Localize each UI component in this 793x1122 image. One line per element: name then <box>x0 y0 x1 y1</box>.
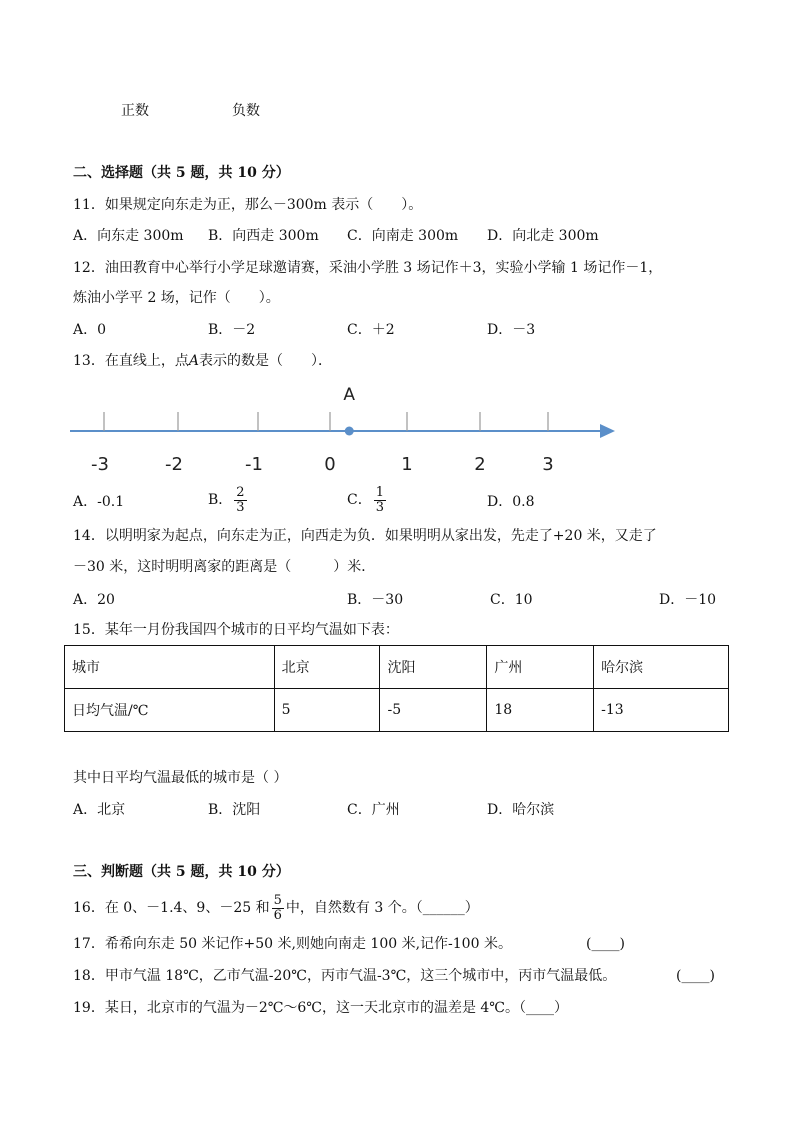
q16-fraction <box>272 894 284 923</box>
q16-prefix: 16．在 0、－1.4、9、－25 和 <box>73 900 270 916</box>
question-12-stem-line1: 12．油田教育中心举行小学足球邀请赛，采油小学胜 3 场记作＋3，实验小学输 1 场记作－1， <box>73 260 663 276</box>
q13-option-c-prefix: C． <box>347 492 372 508</box>
question-15-question: 其中日平均气温最低的城市是（ ） <box>73 770 288 786</box>
q15-option-b: B．沈阳 <box>208 802 261 818</box>
q16-suffix: 中，自然数有 3 个。（______） <box>285 900 479 916</box>
table-cell: -13 <box>594 689 729 732</box>
temperature-table <box>64 645 729 732</box>
number-line-tick-label: 3 <box>542 454 554 475</box>
question-15-stem: 15．某年一月份我国四个城市的日平均气温如下表： <box>73 622 399 638</box>
question-16 <box>73 888 479 928</box>
fraction-denominator: 3 <box>236 499 245 515</box>
table-cell: 城市 <box>65 646 275 689</box>
q14-option-c: C．10 <box>490 592 533 608</box>
q11-option-c: C．向南走 300m <box>347 228 459 244</box>
q13-option-a: A．-0.1 <box>73 494 125 510</box>
number-line-tick-label: 1 <box>401 454 413 475</box>
section-2-heading: 二、选择题（共 5 题，共 10 分） <box>73 165 290 181</box>
section-3-heading: 三、判断题（共 5 题，共 10 分） <box>73 864 290 880</box>
label-positive-numbers: 正数 <box>121 103 149 119</box>
question-12-stem-line2: 炼油小学平 2 场，记作（ ）。 <box>73 290 280 306</box>
number-line-arrow <box>600 424 615 438</box>
table-row <box>65 689 729 732</box>
table-cell: 日均气温/℃ <box>65 689 275 732</box>
label-negative-numbers: 负数 <box>232 103 260 119</box>
table-cell: 沈阳 <box>380 646 487 689</box>
q13-option-d: D．0.8 <box>487 494 535 510</box>
question-13-stem <box>73 351 332 371</box>
table-header-row <box>65 646 729 689</box>
fraction-numerator: 1 <box>375 484 384 500</box>
fraction-numerator: 5 <box>273 892 282 908</box>
fraction-denominator: 6 <box>273 907 282 923</box>
q12-option-b: B．－2 <box>208 322 256 338</box>
q13-stem-suffix: 表示的数是（ ）． <box>198 353 332 369</box>
q15-option-a: A．北京 <box>73 802 126 818</box>
q15-option-d: D．哈尔滨 <box>487 802 555 818</box>
question-14-stem-line2: －30 米，这时明明离家的距离是（ ）米． <box>73 559 376 575</box>
q14-option-b: B．－30 <box>347 592 404 608</box>
number-line-tick-label: 0 <box>324 454 336 475</box>
q17-answer-blank[interactable]: (____) <box>586 936 625 952</box>
q12-option-c: C．＋2 <box>347 322 395 338</box>
point-a-label: A <box>343 385 356 405</box>
question-17: 17．希希向东走 50 米记作+50 米,则她向南走 100 米,记作-100 米。 <box>73 936 512 952</box>
number-line-tick-label: -2 <box>165 454 183 475</box>
q13-option-b <box>208 482 249 518</box>
point-a-marker <box>345 427 354 436</box>
number-line-tick-label: 2 <box>474 454 486 475</box>
table-cell: 18 <box>487 689 594 732</box>
table-cell: -5 <box>380 689 487 732</box>
table-cell: 广州 <box>487 646 594 689</box>
fraction-denominator: 3 <box>375 499 384 515</box>
table-cell: 北京 <box>274 646 380 689</box>
table-cell: 哈尔滨 <box>594 646 729 689</box>
q13-option-b-prefix: B． <box>208 492 233 508</box>
question-19: 19．某日，北京市的气温为－2℃～6℃，这一天北京市的温差是 4℃。（____） <box>73 1000 568 1016</box>
q11-option-d: D．向北走 300m <box>487 228 599 244</box>
q12-option-a: A．0 <box>73 322 107 338</box>
question-14-stem-line1: 14．以明明家为起点，向东走为正，向西走为负．如果明明从家出发，先走了+20 米，又走了 <box>73 528 657 544</box>
q12-option-d: D．－3 <box>487 322 536 338</box>
q15-option-c: C．广州 <box>347 802 400 818</box>
question-11-stem: 11．如果规定向东走为正，那么－300m 表示（ ）。 <box>73 197 423 213</box>
q14-option-a: A．20 <box>73 592 115 608</box>
table-cell: 5 <box>274 689 380 732</box>
q13-option-c <box>347 482 388 518</box>
q11-option-a: A．向东走 300m <box>73 228 184 244</box>
number-line <box>70 380 630 480</box>
q18-answer-blank[interactable]: (____) <box>676 968 715 984</box>
fraction-numerator: 2 <box>236 484 245 500</box>
question-18: 18．甲市气温 18℃，乙市气温-20℃，丙市气温-3℃，这三个城市中，丙市气温最低。 <box>73 968 617 984</box>
q13-option-c-fraction <box>374 486 386 515</box>
q13-stem-prefix: 13．在直线上，点 <box>73 353 189 369</box>
number-line-tick-label: -1 <box>245 454 263 475</box>
number-line-tick-label: -3 <box>91 454 109 475</box>
q14-option-d: D．－10 <box>659 592 717 608</box>
q11-option-b: B．向西走 300m <box>208 228 319 244</box>
q13-option-b-fraction <box>234 486 246 515</box>
q13-stem-var: A <box>188 353 199 369</box>
